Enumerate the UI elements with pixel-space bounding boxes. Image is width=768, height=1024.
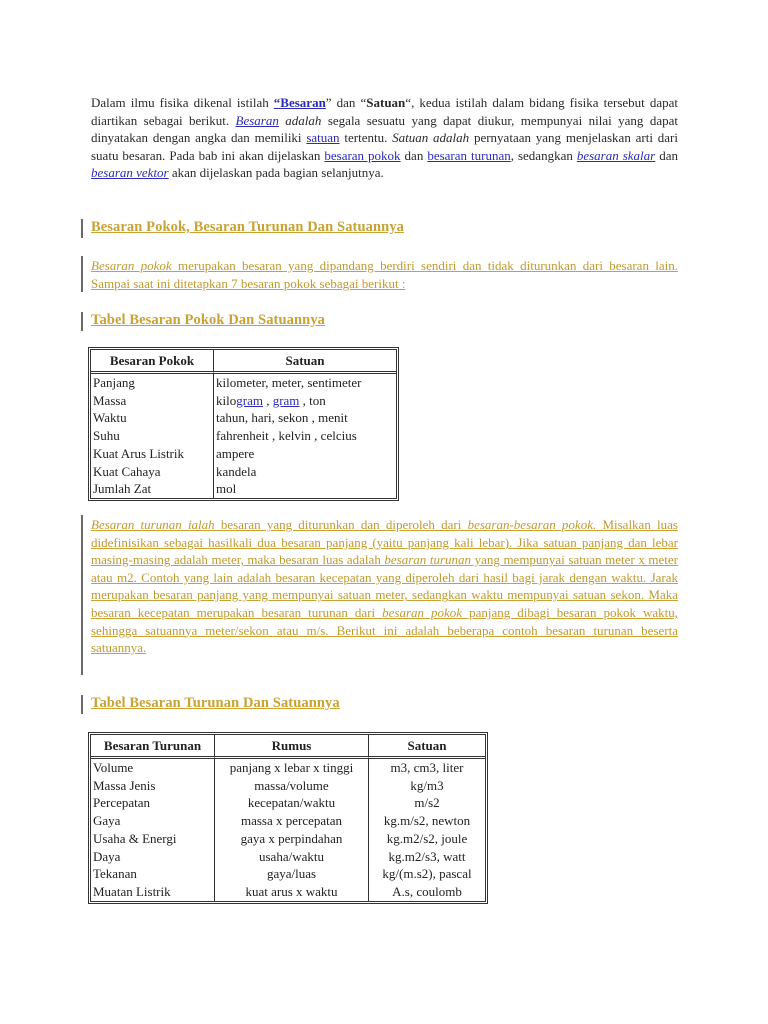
- table-row: Gaya massa x percepatan kg.m/s2, newton: [91, 812, 485, 830]
- table-row: Volume panjang x lebar x tinggi m3, cm3, liter: [91, 759, 485, 777]
- heading-tabel-pokok: Tabel Besaran Pokok Dan Satuannya: [91, 312, 326, 328]
- header-besaran-turunan: Besaran Turunan: [91, 735, 214, 759]
- table-row: Kuat Cahaya kandela: [91, 463, 396, 481]
- besaran-italic-link[interactable]: Besaran: [235, 112, 279, 128]
- heading-besaran-pokok-turunan: Besaran Pokok, Besaran Turunan Dan Satuannya: [91, 219, 405, 235]
- heading1-bar: [81, 219, 83, 238]
- besaran-pokok-link[interactable]: besaran pokok: [324, 147, 401, 163]
- turunan-para-bar: [81, 515, 83, 675]
- table-row: Massa kilogram , gram , ton: [91, 392, 396, 410]
- table-row: Kuat Arus Listrik ampere: [91, 445, 396, 463]
- table-besaran-turunan: [88, 732, 488, 904]
- heading-tabel-turunan: Tabel Besaran Turunan Dan Satuannya: [91, 695, 340, 711]
- header-rumus: Rumus: [214, 735, 368, 759]
- header-satuan: Satuan: [213, 350, 396, 374]
- table-row: Waktu tahun, hari, sekon , menit: [91, 409, 396, 427]
- table-row: Tekanan gaya/luas kg/(m.s2), pascal: [91, 865, 485, 883]
- besaran-pokok-paragraph: Besaran pokok merupakan besaran yang dipandang berdiri sendiri dan tidak diturunkan dari besaran lain. Sampai saat ini ditetapkan 7 besaran pokok sebagai berikut :: [91, 258, 678, 291]
- table-header-row: [91, 350, 396, 374]
- heading3-bar: [81, 695, 83, 714]
- table-row: Muatan Listrik kuat arus x waktu A.s, coulomb: [91, 883, 485, 901]
- heading2-bar: [81, 312, 83, 331]
- pokok-para-bar: [81, 256, 83, 292]
- besaran-turunan-link[interactable]: besaran turunan: [427, 147, 511, 163]
- table-row: Percepatan kecepatan/waktu m/s2: [91, 794, 485, 812]
- table-row: Usaha & Energi gaya x perpindahan kg.m2/s2, joule: [91, 830, 485, 848]
- gram-link[interactable]: gram: [272, 392, 300, 408]
- table-row: Panjang kilometer, meter, sentimeter: [91, 374, 396, 392]
- table-row: Suhu fahrenheit , kelvin , celcius: [91, 427, 396, 445]
- table-besaran-pokok: [88, 347, 399, 501]
- header-besaran-pokok: Besaran Pokok: [91, 350, 213, 374]
- header-satuan: Satuan: [368, 735, 485, 759]
- besaran-link[interactable]: “Besaran: [273, 95, 326, 110]
- intro-paragraph: Dalam ilmu fisika dikenal istilah “Besaran” dan “Satuan“, kedua istilah dalam bidang fisika tersebut dapat diartikan sebagai berikut. Besaran adalah segala sesuatu yang dapat diukur, mempunyai nilai yang dapat dinyatakan dengan angka dan memiliki satuan tertentu. Satuan adalah pernyataan yang menjelaskan arti dari suatu besaran. Pada bab ini akan dijelaskan besaran pokok dan besaran turunan, sedangkan besaran skalar dan besaran vektor akan dijelaskan pada bagian selanjutnya.: [91, 95, 678, 181]
- table-row: Jumlah Zat mol: [91, 480, 396, 498]
- besaran-turunan-paragraph: Besaran turunan ialah besaran yang diturunkan dan diperoleh dari besaran-besaran pokok. Misalkan luas didefinisikan sebagai hasilkali dua besaran panjang (yaitu panjang kali lebar). Jika satuan panjang dan lebar masing-masing adalah meter, maka besaran luas adalah besaran turunan yang mempunyai satuan meter x meter atau m2. Contoh yang lain adalah besaran kecepatan yang diperoleh dari hasil bagi jarak dengan waktu. Jarak merupakan besaran panjang yang mempunyai satuan meter, sedangkan waktu mempunyai satuan sekon. Maka besaran kecepatan merupakan besaran turunan dari besaran pokok panjang dibagi besaran pokok waktu, sehingga satuannya meter/sekon atau m/s. Berikut ini adalah beberapa contoh besaran turunan beserta satuannya.: [91, 517, 678, 656]
- satuan-link[interactable]: satuan: [306, 130, 340, 146]
- table-row: Massa Jenis massa/volume kg/m3: [91, 777, 485, 795]
- besaran-vektor-link[interactable]: besaran vektor: [91, 165, 169, 181]
- kilogram-link[interactable]: gram: [236, 392, 263, 408]
- table-header-row: [91, 735, 485, 759]
- besaran-skalar-link[interactable]: besaran skalar: [576, 147, 656, 163]
- satuan-bold: Satuan: [366, 95, 406, 110]
- table-row: Daya usaha/waktu kg.m2/s3, watt: [91, 848, 485, 866]
